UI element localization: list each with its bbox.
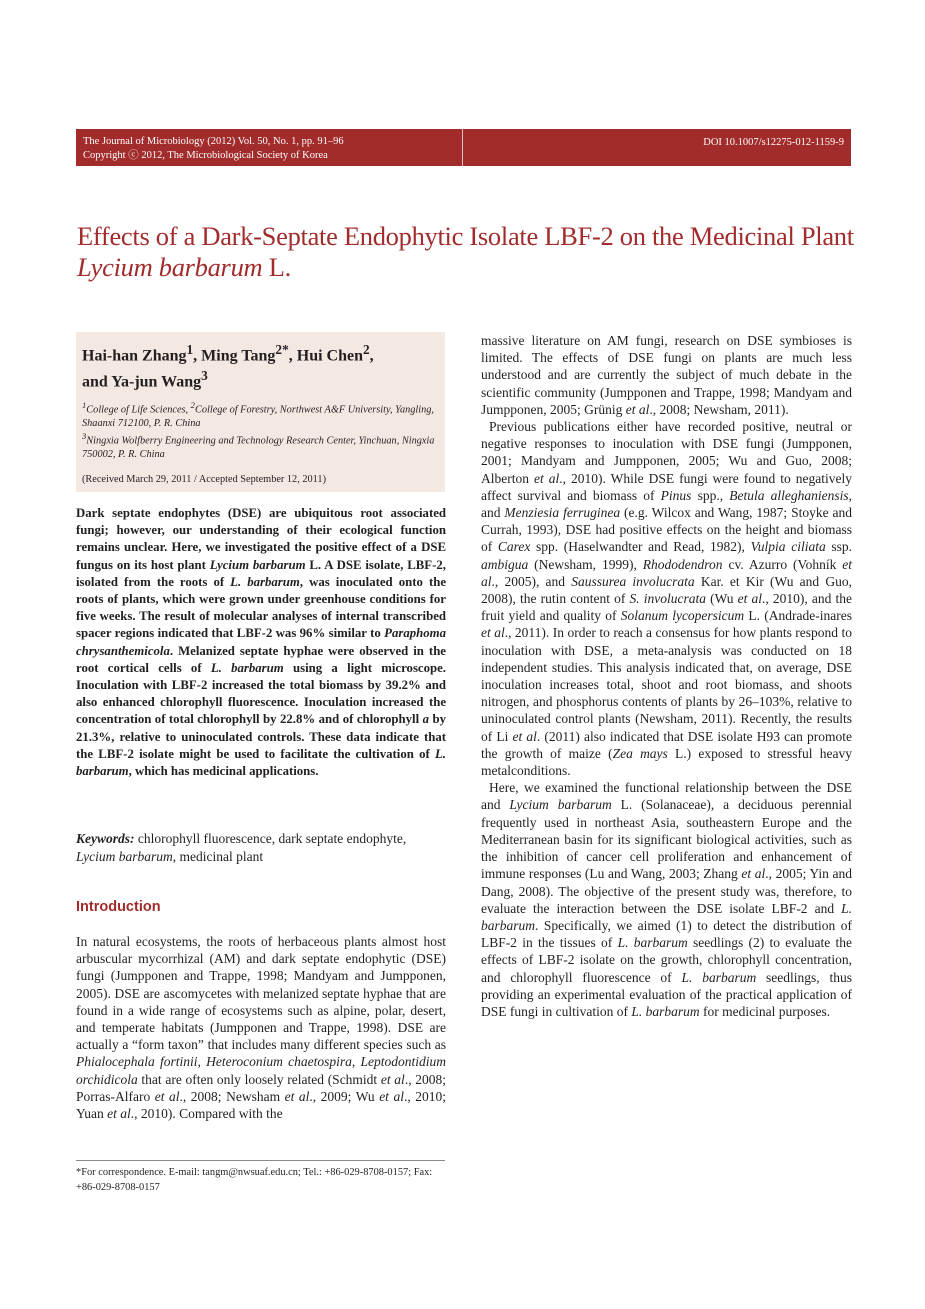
journal-header-banner — [76, 129, 851, 166]
right-column — [481, 332, 852, 1020]
title-species: Lycium barbarum — [77, 252, 263, 282]
affil-mark: 3 — [82, 431, 87, 442]
journal-info — [83, 135, 344, 162]
abstract: Dark septate endophytes (DSE) are ubiquitous root associated fungi; however, our understanding of their ecological function remains unclear. Here, we investigated the positive effect of a DSE fungus on its host plant Lycium barbarum L. A DSE isolate, LBF-2, isolated from the roots of L. barbarum, was inoculated onto the roots of plants, which were grown under greenhouse conditions for five weeks. The result of molecular analyses of internal transcribed spacer regions indicated that LBF-2 was 96% similar to Paraphoma chrysanthemicola. Melanized septate hyphae were observed in the root cortical cells of L. barbarum using a light microscope. Inoculation with LBF-2 increased the total biomass by 39.2% and also enhanced chlorophyll fluorescence. Inoculation increased the concentration of total chlorophyll by 22.8% and of chlorophyll a by 21.3%, relative to uninoculated controls. These data indicate that the LBF-2 isolate might be used to facilitate the cultivation of L. barbarum, which has medicinal applications. — [76, 506, 447, 779]
author-affil-mark: 3 — [201, 368, 208, 384]
author-name[interactable]: Hui Chen — [296, 347, 363, 365]
affil-mark: 2 — [190, 400, 195, 410]
section-heading-introduction: Introduction — [76, 899, 161, 915]
copyright-notice: Copyright ⓒ 2012, The Microbiological Society of Korea — [83, 149, 328, 161]
intro-paragraph: In natural ecosystems, the roots of herbaceous plants almost host arbuscular mycorrhizal (AM) and dark septate endophytic (DSE) fungi (Jumpponen and Trappe, 1998; Mandyam and Jumpponen, 2005). DSE are ascomycetes with melanized septate hyphae that are found in a wide range of ecosystems such as alpine, polar, desert, and temperate habitats (Jumpponen and Trappe, 1998). DSE are actually a “form taxon” that includes many different species such as Phialocephala fortinii, Heteroconium chaetospira, Leptodontidium orchidicola that are often only loosely related (Schmidt et al., 2008; Porras-Alfaro et al., 2008; Newsham et al., 2009; Wu et al., 2010; Yuan et al., 2010). Compared with the — [76, 934, 446, 1122]
paragraph: massive literature on AM fungi, research on DSE symbioses is limited. The effects of DSE fungi on plants are much less understood and are currently the subject of much debate in the scientific community (Jumpponen and Trappe, 1998; Mandyam and Jumpponen, 2005; Grünig et al., 2008; Newsham, 2011). — [481, 333, 852, 417]
author-name[interactable]: Ming Tang — [201, 347, 276, 365]
affil-mark: 1 — [82, 400, 87, 410]
affiliation-text: College of Life Sciences, — [86, 404, 191, 416]
author-name[interactable]: Hai-han Zhang — [82, 347, 187, 365]
title-text: Effects of a Dark-Septate Endophytic Isolate LBF-2 on the Medicinal Plant — [77, 221, 854, 251]
banner-divider — [462, 129, 463, 166]
paragraph: Previous publications either have recorded positive, neutral or negative responses to inoculation with DSE fungi (Jumpponen, 2001; Mandyam and Jumpponen, 2005; Wu and Guo, 2008; Alberton et al., 2010). While DSE fungi were found to negatively affect survival and biomass of Pinus spp., Betula alleghaniensis, and Menziesia ferruginea (e.g. Wilcox and Wang, 1987; Stoyke and Currah, 1993), DSE had positive effects on the height and biomass of Carex spp. (Haselwandter and Read, 1982), Vulpia ciliata ssp. ambigua (Newsham, 1999), Rhododendron cv. Azurro (Vohník et al., 2005), and Saussurea involucrata Kar. et Kir (Wu and Guo, 2008), the rutin content of S. involucrata (Wu et al., 2010), and the fruit yield and quality of Solanum lycopersicum L. (Andrade-inares et al., 2011). In order to reach a consensus for how plants respond to inoculation with DSE, a meta-analysis was conducted on 18 independent studies. This analysis indicated that, on average, DSE inoculation increases total, shoot and root biomass, and shoots nitrogen, and phosphorus contents of plants by 26–103%, relative to uninoculated control plants (Newsham, 2011). Recently, the results of Li et al. (2011) also indicated that DSE isolate H93 can promote the growth of maize (Zea mays L.) exposed to stressful heavy metalconditions. — [481, 419, 853, 779]
author-box — [76, 332, 445, 492]
author-separator: , — [193, 347, 202, 365]
author-affil-mark: 1 — [186, 342, 194, 357]
journal-citation: The Journal of Microbiology (2012) Vol. 50, No. 1, pp. 91–96 — [83, 136, 344, 147]
author-name[interactable]: and Ya-jun Wang — [82, 373, 202, 391]
affiliations — [82, 399, 442, 462]
author-affil-mark: 2* — [275, 342, 289, 357]
keywords: Keywords: chlorophyll fluorescence, dark septate endophyte, Lycium barbarum, medicinal plant — [76, 831, 407, 864]
affiliation-text: College of Forestry, Northwest A&F University, Yangling, Shaanxi 712100, P. R. China — [82, 404, 434, 429]
correspondence-footnote: *For correspondence. E-mail: tangm@nwsuaf.edu.cn; Tel.: +86-029-8708-0157; Fax: +86-029-8708-0157 — [76, 1167, 433, 1193]
article-title — [77, 221, 857, 283]
keywords-label: Keywords: — [76, 831, 135, 846]
author-affil-mark: 2 — [363, 342, 370, 357]
affiliation-text: Ningxia Wolfberry Engineering and Technology Research Center, Yinchuan, Ningxia 750002, P. R. China — [82, 435, 435, 461]
title-suffix: L. — [262, 252, 291, 282]
author-separator: , — [288, 347, 297, 365]
footnote-rule — [76, 1160, 445, 1161]
doi-link[interactable]: DOI 10.1007/s12275-012-1159-9 — [703, 137, 844, 148]
author-list: Hai-han Zhang$^1$, Ming Tang$^{2*}$, Hui Chen$^2$, and Ya-jun Wang$^3$ — [82, 342, 374, 391]
received-dates: (Received March 29, 2011 / Accepted September 12, 2011) — [82, 474, 326, 485]
paragraph: Here, we examined the functional relationship between the DSE and Lycium barbarum L. (Solanaceae), a deciduous perennial frequently used in northeast Asia, southeastern Europe and the Mediterranean basin for its significant biological activities, such as the inhibition of cancer cell proliferation and enhancement of immune responses (Lu and Wang, 2003; Zhang et al., 2005; Yin and Dang, 2008). The objective of the present study was, therefore, to evaluate the interaction between the DSE isolate LBF-2 and L. barbarum. Specifically, we aimed (1) to detect the distribution of LBF-2 in the tissues of L. barbarum seedlings (2) to evaluate the effects of LBF-2 isolate on the growth, chlorophyll concentration, and chlorophyll fluorescence of L. barbarum seedlings, thus providing an experimental evaluation of the practical application of DSE fungi in cultivation of L. barbarum for medicinal purposes. — [481, 780, 853, 1019]
